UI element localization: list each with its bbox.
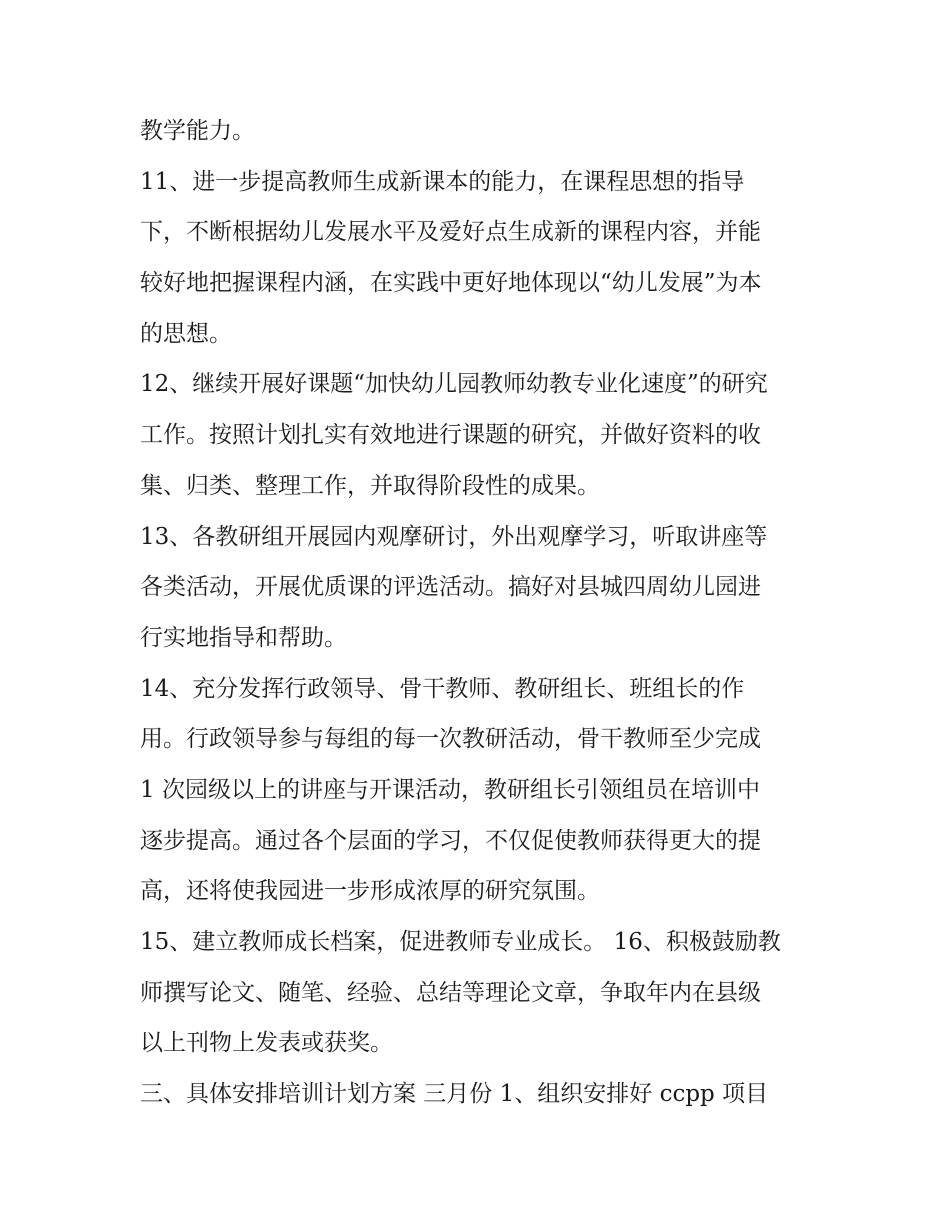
text-line-19: 以上刊物上发表或获奖。 (140, 1030, 393, 1057)
text-line-12: 14、充分发挥行政领导、骨干教师、教研组长、班组长的作 (140, 675, 745, 702)
document-body (140, 106, 820, 1120)
text-line-20: 三、具体安排培训计划方案 三月份 1、组织安排好 ccpp 项目 (140, 1081, 769, 1108)
text-line-17: 15、建立教师成长档案，促进教师专业成长。 16、积极鼓励教 (140, 929, 781, 955)
text-line-1: 教学能力。 (140, 118, 255, 144)
text-line-13: 用。行政领导参与每组的每一次教研活动，骨干教师至少完成 (140, 726, 761, 753)
text-line-8: 集、归类、整理工作，并取得阶段性的成果。 (140, 472, 600, 499)
text-line-11: 行实地指导和帮助。 (140, 624, 347, 651)
text-line-10: 各类活动，开展优质课的评选活动。搞好对县城四周幼儿园进 (140, 574, 761, 601)
text-line-3: 下，不断根据幼儿发展水平及爱好点生成新的课程内容，并能 (140, 219, 761, 246)
text-line-5: 的思想。 (140, 320, 232, 347)
text-line-7: 工作。按照计划扎实有效地进行课题的研究，并做好资料的收 (140, 422, 761, 449)
text-line-4: 较好地把握课程内涵，在实践中更好地体现以“幼儿发展”为本 (140, 270, 762, 297)
text-line-9: 13、各教研组开展园内观摩研讨，外出观摩学习，听取讲座等 (140, 523, 768, 550)
text-line-15: 逐步提高。通过各个层面的学习，不仅促使教师获得更大的提 (140, 827, 761, 854)
text-line-14: 1 次园级以上的讲座与开课活动，教研组长引领组员在培训中 (140, 776, 760, 803)
text-line-2: 11、进一步提高教师生成新课本的能力，在课程思想的指导 (140, 168, 745, 195)
text-line-16: 高，还将使我园进一步形成浓厚的研究氛围。 (140, 878, 600, 905)
text-line-18: 师撰写论文、随笔、经验、总结等理论文章，争取年内在县级 (140, 979, 761, 1006)
text-line-6: 12、继续开展好课题“加快幼儿园教师幼教专业化速度”的研究 (140, 371, 768, 398)
